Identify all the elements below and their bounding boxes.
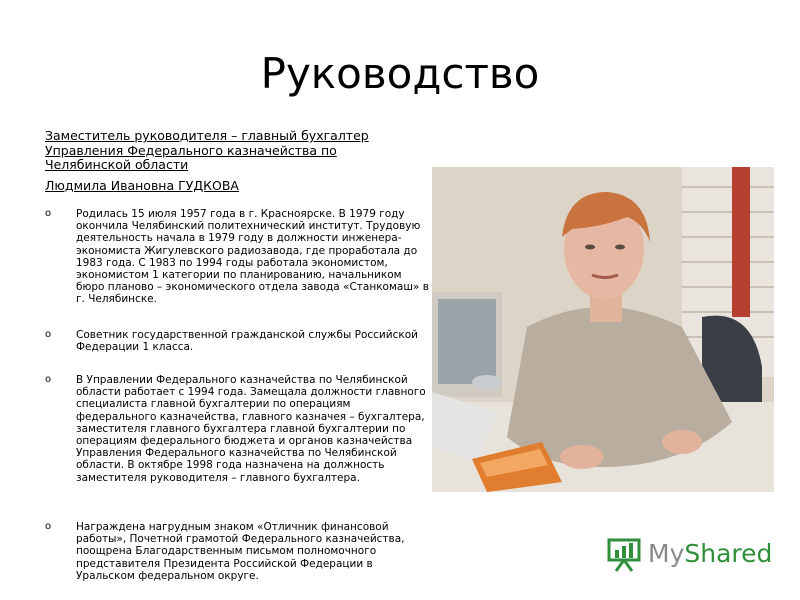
- bio-bullet-3: [45, 374, 430, 484]
- bullet-marker: o: [45, 521, 52, 532]
- bullet-text: Родилась 15 июля 1957 года в г. Красноярске. В 1979 году окончила Челябинский политехнический институт. Трудовую деятельность начала в 1979 году в должности инженера-экономиста Жигулевского радиозавода, где проработала до 1983 года. С 1983 по 1994 годы работала экономистом, экономистом 1 категории по планированию, начальником бюро планово – экономического отдела завода «Станкомаш» в г. Челябинске.: [76, 208, 429, 306]
- position-title-link[interactable]: Заместитель руководителя – главный бухгалтер Управления Федерального казначейства по Челябинской области: [45, 128, 369, 172]
- portrait-photo: [432, 167, 774, 492]
- logo-text-my: My: [648, 539, 685, 568]
- page-title: Руководство: [260, 49, 540, 98]
- bullet-text: В Управлении Федерального казначейства по Челябинской области работает с 1994 года. Замещала должности главного специалиста главной бухгалтерии по операциям федерального казначейства, главного казначея – бухгалтера, заместителя главного бухгалтера главной бухгалтерии по операциям федерального бюджета и органов казначейства Управления Федерального казначейства по Челябинской области. В октябре 1998 года назначена на должность заместителя руководителя – главного бухгалтера.: [76, 374, 426, 484]
- bullet-marker: o: [45, 208, 52, 219]
- myshared-logo: [606, 536, 776, 576]
- logo-text-shared: Shared: [684, 539, 773, 568]
- presentation-board-icon: [606, 538, 644, 572]
- person-name-link[interactable]: Людмила Ивановна ГУДКОВА: [45, 178, 239, 193]
- bullet-text: Награждена нагрудным знаком «Отличник финансовой работы», Почетной грамотой Федерального казначейства, поощрена Благодарственным письмом полномочного представителя Президента Российской Федерации в Уральском федеральном округе.: [76, 521, 405, 582]
- bio-bullet-1: [45, 208, 430, 306]
- bullet-marker: o: [45, 329, 52, 340]
- bio-bullet-2: [45, 329, 430, 353]
- bullet-text: Советник государственной гражданской службы Российской Федерации 1 класса.: [76, 329, 418, 354]
- bullet-marker: o: [45, 374, 52, 385]
- bio-bullet-4: [45, 521, 430, 582]
